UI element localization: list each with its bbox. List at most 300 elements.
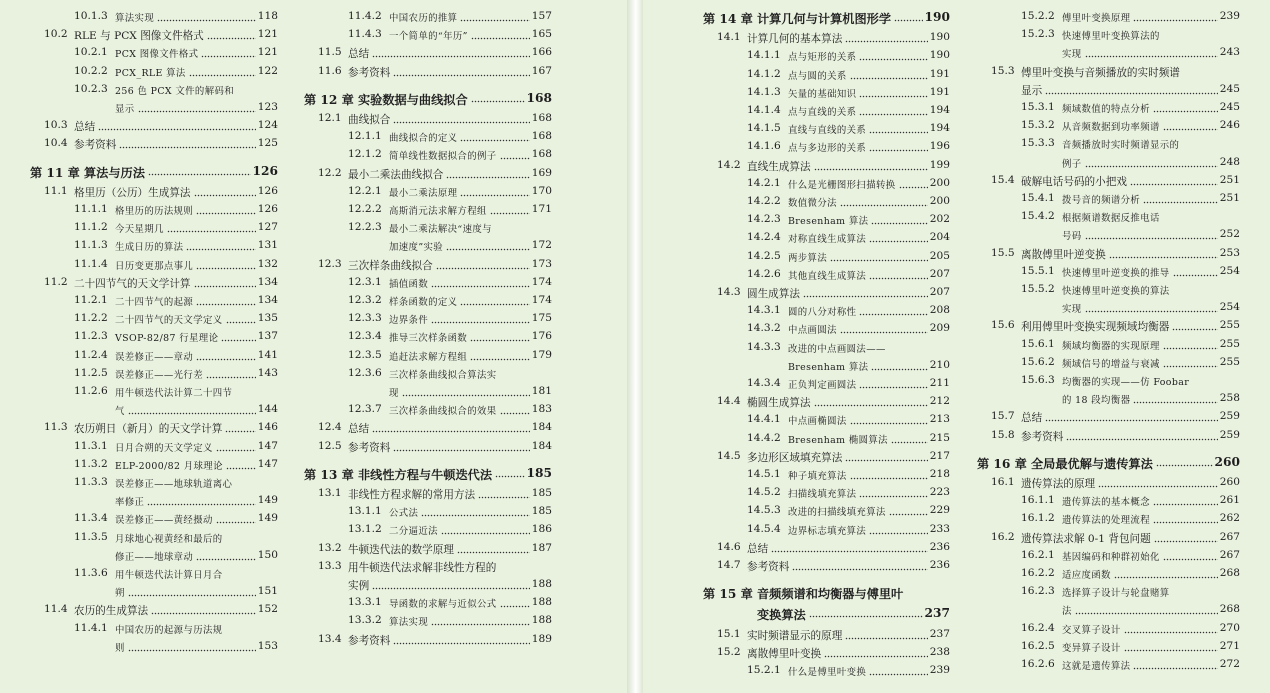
toc-entry bbox=[977, 356, 1240, 372]
toc-entry-title: 算法实现 bbox=[115, 13, 155, 24]
toc-entry bbox=[977, 603, 1240, 619]
toc-entry bbox=[30, 549, 278, 565]
toc-entry bbox=[304, 505, 552, 521]
toc-entry-title: 矢量的基础知识 bbox=[788, 88, 857, 100]
toc-entry-title: 用牛顿迭代法计算日月合 bbox=[115, 570, 223, 581]
toc-entry-number: 10.1.3 bbox=[74, 10, 108, 22]
toc-page-number: 267 bbox=[1219, 530, 1240, 543]
toc-entry-title: PCX 图像文件格式 bbox=[115, 49, 199, 61]
toc-page-number: 121 bbox=[257, 28, 278, 41]
toc-entry bbox=[977, 119, 1240, 135]
toc-entry-title: RLE 与 PCX 图像文件格式 bbox=[74, 30, 204, 43]
toc-entry bbox=[304, 633, 552, 649]
toc-page-number: 217 bbox=[929, 449, 950, 462]
toc-entry-number: 14.1.1 bbox=[747, 49, 781, 62]
toc-entry-number: 14.1.3 bbox=[747, 85, 781, 98]
toc-entry-number: 14.4.2 bbox=[747, 431, 781, 444]
toc-page-number: 184 bbox=[531, 421, 552, 434]
toc-dot-leader bbox=[500, 148, 530, 161]
toc-chapter-entry bbox=[30, 164, 278, 184]
toc-entry-title: 格里历（公历）生成算法 bbox=[74, 186, 191, 199]
toc-entry bbox=[703, 450, 950, 466]
toc-entry bbox=[304, 596, 552, 612]
toc-entry bbox=[977, 549, 1240, 565]
toc-page-number: 245 bbox=[1219, 101, 1240, 113]
toc-entry-number: 12.2.1 bbox=[348, 184, 382, 197]
toc-dot-leader bbox=[471, 28, 530, 41]
toc-dot-leader bbox=[446, 167, 530, 180]
toc-dot-leader bbox=[824, 646, 928, 659]
toc-entry-number: 14.2.6 bbox=[747, 267, 781, 280]
toc-entry-number: 第 14 章 bbox=[703, 12, 753, 26]
toc-entry-number: 15.2 bbox=[717, 645, 741, 658]
toc-page-number: 152 bbox=[257, 603, 278, 616]
toc-page-number: 268 bbox=[1219, 567, 1240, 579]
toc-entry-title: 圆生成算法 bbox=[747, 288, 800, 300]
toc-entry-title: 遗传算法的处理流程 bbox=[1062, 515, 1150, 527]
toc-page-number: 258 bbox=[1219, 392, 1240, 405]
toc-entry-number: 16.2.1 bbox=[1021, 548, 1055, 561]
toc-page-number: 132 bbox=[257, 257, 278, 270]
toc-entry-number: 15.4.2 bbox=[1021, 210, 1055, 223]
toc-entry-number: 12.3.1 bbox=[348, 275, 382, 288]
toc-dot-leader bbox=[431, 312, 530, 325]
toc-entry-title: 离散傅里叶变换 bbox=[747, 647, 822, 660]
toc-page-number: 233 bbox=[929, 522, 950, 535]
toc-page-number: 121 bbox=[257, 46, 278, 59]
toc-dot-leader bbox=[845, 628, 928, 641]
toc-entry bbox=[977, 283, 1240, 299]
toc-page-number: 146 bbox=[257, 421, 278, 434]
toc-entry bbox=[304, 46, 552, 62]
toc-entry-number: 12.3 bbox=[318, 257, 342, 270]
toc-dot-leader bbox=[869, 140, 928, 153]
toc-entry-title: 参考资料 bbox=[348, 66, 391, 79]
toc-dot-leader bbox=[840, 195, 928, 208]
toc-page-number: 134 bbox=[257, 294, 278, 306]
toc-entry-title: 遗传算法的基本概念 bbox=[1062, 497, 1150, 509]
toc-entry bbox=[30, 349, 278, 365]
toc-page-number: 190 bbox=[929, 49, 950, 62]
toc-entry-number: 11.4.3 bbox=[348, 28, 382, 41]
toc-page-number: 149 bbox=[257, 494, 278, 507]
toc-entry bbox=[304, 148, 552, 164]
toc-entry-title: 三次样条曲线拟合的效果 bbox=[389, 406, 497, 418]
toc-chapter-entry bbox=[703, 606, 950, 626]
toc-entry-title: 边界标志填充算法 bbox=[788, 525, 867, 537]
toc-entry-number: 10.3 bbox=[44, 119, 68, 132]
toc-dot-leader bbox=[372, 421, 530, 434]
toc-entry-number: 12.1.2 bbox=[348, 148, 382, 161]
toc-page-number: 137 bbox=[257, 330, 278, 343]
toc-entry-title: 实验数据与曲线拟合 bbox=[358, 92, 468, 107]
toc-entry bbox=[703, 68, 950, 84]
toc-page-number: 199 bbox=[929, 158, 950, 171]
toc-page-number: 151 bbox=[257, 585, 278, 598]
toc-page-number: 209 bbox=[929, 322, 950, 335]
toc-entry-title: 从音频数据到功率频谱 bbox=[1062, 122, 1160, 134]
toc-entry bbox=[977, 512, 1240, 528]
toc-entry-title: 种子填充算法 bbox=[788, 471, 847, 482]
toc-entry-title: 实现 bbox=[1062, 304, 1082, 316]
toc-entry bbox=[703, 432, 950, 448]
toc-page-number: 255 bbox=[1219, 319, 1240, 332]
toc-entry bbox=[30, 258, 278, 274]
toc-dot-leader bbox=[460, 130, 530, 143]
toc-entry-number: 14.2 bbox=[717, 158, 741, 171]
toc-entry-title: 朔 bbox=[115, 588, 125, 600]
toc-dot-leader bbox=[207, 28, 256, 41]
toc-page-number: 165 bbox=[531, 28, 552, 41]
toc-page-number: 172 bbox=[531, 239, 552, 252]
toc-page-number: 255 bbox=[1219, 355, 1240, 368]
toc-dot-leader bbox=[148, 164, 251, 177]
toc-entry-title: 一个简单的“年历” bbox=[389, 31, 468, 43]
toc-dot-leader bbox=[859, 104, 928, 117]
toc-entry bbox=[703, 664, 950, 680]
toc-dot-leader bbox=[138, 101, 256, 114]
toc-entry bbox=[30, 367, 278, 383]
toc-entry-title: 基因编码和种群初始化 bbox=[1062, 551, 1160, 563]
toc-dot-leader bbox=[1133, 658, 1218, 671]
toc-entry bbox=[304, 523, 552, 539]
toc-page-number: 134 bbox=[257, 275, 278, 288]
toc-entry bbox=[304, 130, 552, 146]
toc-entry-number: 12.2.2 bbox=[348, 203, 382, 215]
toc-dot-leader bbox=[1085, 228, 1218, 241]
toc-entry bbox=[977, 410, 1240, 426]
toc-entry-number: 16.1.1 bbox=[1021, 494, 1055, 507]
toc-entry bbox=[30, 403, 278, 419]
toc-entry-title: 256 色 PCX 文件的解码和 bbox=[115, 85, 235, 97]
toc-entry-number: 14.2.4 bbox=[747, 231, 781, 244]
toc-entry-title: 直线生成算法 bbox=[747, 160, 811, 173]
book-spine-gutter bbox=[627, 0, 643, 693]
toc-entry-title: 中点画圆法 bbox=[788, 325, 837, 337]
toc-page-number: 190 bbox=[929, 31, 950, 44]
toc-dot-leader bbox=[478, 487, 530, 500]
toc-entry-title: 均衡器的实现——仿 Foobar bbox=[1062, 377, 1190, 388]
toc-page-number: 124 bbox=[257, 119, 278, 132]
toc-entry-title: 日历变更那点事儿 bbox=[115, 260, 194, 272]
toc-page-number: 248 bbox=[1219, 155, 1240, 168]
toc-entry-title: 快速傅里叶逆变换的算法 bbox=[1062, 286, 1170, 297]
toc-entry-title: 遗传算法的原理 bbox=[1021, 478, 1096, 490]
toc-entry-number: 11.4 bbox=[44, 603, 68, 616]
toc-entry bbox=[304, 385, 552, 401]
toc-entry-number: 11.2.1 bbox=[74, 294, 108, 306]
toc-page-number: 187 bbox=[531, 541, 552, 554]
toc-entry bbox=[304, 330, 552, 346]
toc-entry bbox=[304, 185, 552, 201]
toc-entry bbox=[977, 392, 1240, 408]
toc-entry bbox=[304, 560, 552, 576]
toc-page-number: 186 bbox=[531, 523, 552, 536]
toc-dot-leader bbox=[186, 239, 256, 252]
toc-entry-title: 拨号音的频谱分析 bbox=[1062, 195, 1141, 206]
toc-entry-title: 追赶法求解方程组 bbox=[389, 351, 468, 363]
toc-page-number: 127 bbox=[257, 221, 278, 234]
toc-dot-leader bbox=[431, 276, 530, 289]
toc-entry-title: 计算几何的基本算法 bbox=[747, 33, 843, 46]
toc-entry-number: 13.3.2 bbox=[348, 614, 382, 627]
toc-entry bbox=[304, 578, 552, 594]
toc-entry-number: 12.3.5 bbox=[348, 348, 382, 361]
toc-entry-number: 10.4 bbox=[44, 137, 68, 150]
toc-dot-leader bbox=[899, 177, 928, 190]
toc-entry-title: 误差修正——地球轨道离心 bbox=[115, 479, 233, 490]
toc-entry-title: 全局最优解与遗传算法 bbox=[1031, 456, 1153, 471]
toc-page-number: 143 bbox=[257, 366, 278, 379]
toc-entry-title: 中国农历的推算 bbox=[389, 13, 458, 24]
toc-page-number: 251 bbox=[1219, 192, 1240, 204]
toc-page-number: 237 bbox=[929, 627, 950, 640]
toc-entry-number: 13.1.1 bbox=[348, 505, 382, 518]
toc-page-number: 169 bbox=[531, 166, 552, 179]
toc-dot-leader bbox=[189, 65, 256, 78]
toc-dot-leader bbox=[446, 239, 530, 252]
toc-entry-title: 二十四节气的天文学定义 bbox=[115, 315, 223, 327]
toc-entry bbox=[30, 512, 278, 528]
toc-entry-number: 16.2.6 bbox=[1021, 658, 1055, 670]
toc-page-number: 239 bbox=[1219, 10, 1240, 22]
toc-dot-leader bbox=[1173, 265, 1218, 278]
toc-entry bbox=[304, 28, 552, 44]
toc-entry-number: 14.3.1 bbox=[747, 304, 781, 317]
toc-page-number: 185 bbox=[526, 465, 552, 480]
toc-entry bbox=[977, 476, 1240, 492]
toc-entry-number: 14.2.2 bbox=[747, 195, 781, 207]
toc-page-number: 212 bbox=[929, 395, 950, 408]
toc-entry-number: 15.3.2 bbox=[1021, 119, 1055, 132]
toc-entry-title: 非线性方程求解的常用方法 bbox=[348, 489, 476, 501]
toc-dot-leader bbox=[196, 203, 256, 216]
toc-entry-title: 样条函数的定义 bbox=[389, 297, 458, 308]
toc-entry-number: 15.6 bbox=[991, 319, 1015, 332]
toc-dot-leader bbox=[457, 542, 530, 555]
toc-dot-leader bbox=[814, 395, 928, 408]
toc-dot-leader bbox=[441, 523, 530, 536]
toc-entry bbox=[703, 359, 950, 375]
toc-page-number: 270 bbox=[1219, 621, 1240, 634]
toc-entry-title: 例子 bbox=[1062, 158, 1082, 170]
toc-entry-title: 号码 bbox=[1062, 231, 1082, 243]
toc-entry-number: 12.1 bbox=[318, 112, 342, 124]
toc-dot-leader bbox=[225, 421, 256, 434]
toc-entry-number: 14.3 bbox=[717, 286, 741, 298]
toc-entry-number: 14.5.1 bbox=[747, 468, 781, 480]
toc-entry-title: 改进的中点画圆法—— bbox=[788, 343, 886, 355]
toc-entry-title: 数值微分法 bbox=[788, 198, 837, 209]
toc-entry-title: 其他直线生成算法 bbox=[788, 270, 867, 282]
toc-entry-number: 15.1 bbox=[717, 627, 741, 640]
toc-page-number: 245 bbox=[1219, 82, 1240, 95]
toc-dot-leader bbox=[889, 504, 928, 517]
toc-entry-number: 16.2 bbox=[991, 530, 1015, 543]
toc-entry bbox=[30, 101, 278, 117]
toc-entry bbox=[703, 86, 950, 102]
toc-entry-number: 12.2 bbox=[318, 166, 342, 179]
toc-page-number: 238 bbox=[929, 645, 950, 658]
toc-entry-number: 13.3 bbox=[318, 559, 342, 572]
toc-page-number: 259 bbox=[1219, 410, 1240, 423]
toc-entry-number: 14.3.4 bbox=[747, 377, 781, 389]
toc-chapter-entry bbox=[304, 466, 552, 486]
toc-entry-title: 误差修正——黄经摄动 bbox=[115, 515, 213, 527]
toc-dot-leader bbox=[1124, 640, 1218, 653]
toc-entry bbox=[304, 294, 552, 310]
toc-entry-number: 11.3.3 bbox=[74, 476, 108, 488]
toc-entry-number: 11.4.1 bbox=[74, 621, 108, 634]
toc-entry bbox=[977, 28, 1240, 44]
toc-page-number: 254 bbox=[1219, 301, 1240, 314]
toc-entry bbox=[30, 10, 278, 26]
toc-page-number: 251 bbox=[1219, 173, 1240, 186]
toc-entry bbox=[977, 567, 1240, 583]
toc-entry-title: 公式法 bbox=[389, 508, 419, 520]
toc-entry-number: 11.2.5 bbox=[74, 366, 108, 379]
toc-entry bbox=[304, 312, 552, 328]
toc-page-number: 149 bbox=[257, 512, 278, 525]
toc-entry-number: 14.6 bbox=[717, 540, 741, 553]
toc-page-number: 183 bbox=[531, 403, 552, 416]
toc-dot-leader bbox=[128, 640, 256, 653]
toc-page-number: 176 bbox=[531, 330, 552, 343]
toc-entry-number: 第 11 章 bbox=[30, 165, 80, 180]
toc-entry-number: 14.4.1 bbox=[747, 413, 781, 426]
toc-entry-number: 11.1 bbox=[44, 184, 68, 197]
toc-page-number: 252 bbox=[1219, 228, 1240, 241]
toc-entry bbox=[30, 312, 278, 328]
toc-entry-title: 总结 bbox=[747, 542, 769, 555]
toc-entry-number: 14.7 bbox=[717, 559, 741, 571]
toc-page-number: 200 bbox=[929, 176, 950, 189]
toc-dot-leader bbox=[372, 578, 530, 591]
toc-dot-leader bbox=[470, 349, 530, 362]
toc-entry-title: 参考资料 bbox=[348, 441, 391, 454]
toc-dot-leader bbox=[1045, 410, 1218, 423]
toc-entry-number: 11.3 bbox=[44, 421, 68, 434]
toc-entry bbox=[703, 104, 950, 120]
toc-dot-leader bbox=[803, 286, 928, 299]
toc-entry-number: 15.2.1 bbox=[747, 664, 781, 676]
toc-entry bbox=[977, 65, 1240, 81]
toc-entry bbox=[703, 559, 950, 575]
toc-entry-number: 16.2.3 bbox=[1021, 585, 1055, 598]
toc-dot-leader bbox=[1066, 429, 1218, 442]
toc-entry-title: 误差修正——光行差 bbox=[115, 369, 203, 381]
toc-page-number: 207 bbox=[929, 286, 950, 298]
toc-entry-title: 算法与历法 bbox=[84, 165, 145, 180]
toc-page-number: 184 bbox=[531, 439, 552, 452]
toc-dot-leader bbox=[460, 185, 530, 198]
toc-page-number: 271 bbox=[1219, 639, 1240, 652]
toc-dot-leader bbox=[1163, 338, 1218, 351]
toc-entry-title: 参考资料 bbox=[747, 561, 790, 573]
toc-page-number: 157 bbox=[531, 10, 552, 22]
toc-entry-number: 11.2 bbox=[44, 275, 68, 288]
toc-entry-title: 音频播放时实时频谱显示的 bbox=[1062, 140, 1180, 152]
toc-entry-number: 14.1 bbox=[717, 31, 741, 44]
toc-entry-title: 农历朔日（新月）的天文学计算 bbox=[74, 423, 223, 436]
toc-chapter-entry bbox=[703, 585, 950, 605]
toc-entry-number: 14.3.3 bbox=[747, 340, 781, 353]
toc-entry bbox=[30, 276, 278, 292]
toc-page-number: 268 bbox=[1219, 603, 1240, 616]
toc-entry-number: 11.1.1 bbox=[74, 203, 108, 215]
toc-dot-leader bbox=[196, 349, 256, 362]
toc-entry-number: 11.3.6 bbox=[74, 567, 108, 579]
toc-dot-leader bbox=[194, 276, 256, 289]
toc-entry bbox=[30, 221, 278, 237]
toc-dot-leader bbox=[470, 330, 530, 343]
toc-dot-leader bbox=[869, 122, 928, 135]
toc-entry-number: 12.3.3 bbox=[348, 312, 382, 325]
toc-page-number: 205 bbox=[929, 249, 950, 262]
toc-dot-leader bbox=[206, 367, 256, 380]
toc-chapter-entry bbox=[977, 455, 1240, 475]
toc-entry-number: 10.2.1 bbox=[74, 46, 108, 59]
toc-dot-leader bbox=[500, 596, 530, 609]
toc-entry bbox=[30, 476, 278, 492]
toc-entry-number: 14.1.5 bbox=[747, 122, 781, 135]
toc-entry bbox=[304, 367, 552, 383]
toc-entry-title: 总结 bbox=[74, 121, 96, 134]
toc-entry-title: 什么是傅里叶变换 bbox=[788, 667, 867, 678]
toc-entry bbox=[703, 468, 950, 484]
toc-entry-number: 第 13 章 bbox=[304, 467, 354, 482]
toc-dot-leader bbox=[1163, 119, 1218, 132]
toc-dot-leader bbox=[1154, 531, 1218, 544]
toc-entry bbox=[703, 122, 950, 138]
toc-entry-title: ELP-2000/82 月球理论 bbox=[115, 460, 223, 472]
toc-page-number: 131 bbox=[257, 239, 278, 252]
toc-entry-title: 频域信号的增益与衰减 bbox=[1062, 358, 1160, 370]
toc-dot-leader bbox=[128, 585, 256, 598]
toc-dot-leader bbox=[845, 31, 928, 44]
toc-entry-number: 11.5 bbox=[318, 46, 342, 59]
toc-entry-title: 快速傅里叶逆变换的推导 bbox=[1062, 267, 1170, 279]
toc-chapter-entry bbox=[304, 91, 552, 111]
toc-page-number: 179 bbox=[531, 348, 552, 361]
toc-dot-leader bbox=[871, 213, 928, 226]
toc-dot-leader bbox=[226, 458, 256, 471]
toc-dot-leader bbox=[850, 413, 928, 426]
toc-entry-title: 点与矩形的关系 bbox=[788, 52, 857, 64]
toc-page-number: 261 bbox=[1219, 494, 1240, 507]
toc-entry-title: 根据频谱数据反推电话 bbox=[1062, 213, 1160, 225]
toc-page-number: 118 bbox=[257, 10, 278, 22]
toc-dot-leader bbox=[871, 359, 928, 372]
toc-entry-number: 13.1 bbox=[318, 487, 342, 499]
toc-entry bbox=[703, 250, 950, 266]
toc-dot-leader bbox=[196, 294, 256, 307]
toc-entry-title: 二十四节气的起源 bbox=[115, 297, 194, 308]
toc-dot-leader bbox=[1045, 83, 1218, 96]
toc-entry bbox=[977, 640, 1240, 656]
toc-entry-number: 14.3.2 bbox=[747, 322, 781, 335]
toc-dot-leader bbox=[196, 258, 256, 271]
toc-page-number: 147 bbox=[257, 439, 278, 452]
toc-page-number: 181 bbox=[531, 385, 552, 397]
toc-dot-leader bbox=[471, 91, 525, 104]
toc-entry-title: 三次样条曲线拟合算法实 bbox=[389, 369, 497, 381]
toc-page-number: 237 bbox=[924, 606, 950, 621]
toc-entry-number: 第 16 章 bbox=[977, 456, 1027, 471]
toc-entry bbox=[304, 112, 552, 128]
toc-dot-leader bbox=[814, 159, 928, 172]
toc-entry-title: 直线与直线的关系 bbox=[788, 125, 867, 137]
